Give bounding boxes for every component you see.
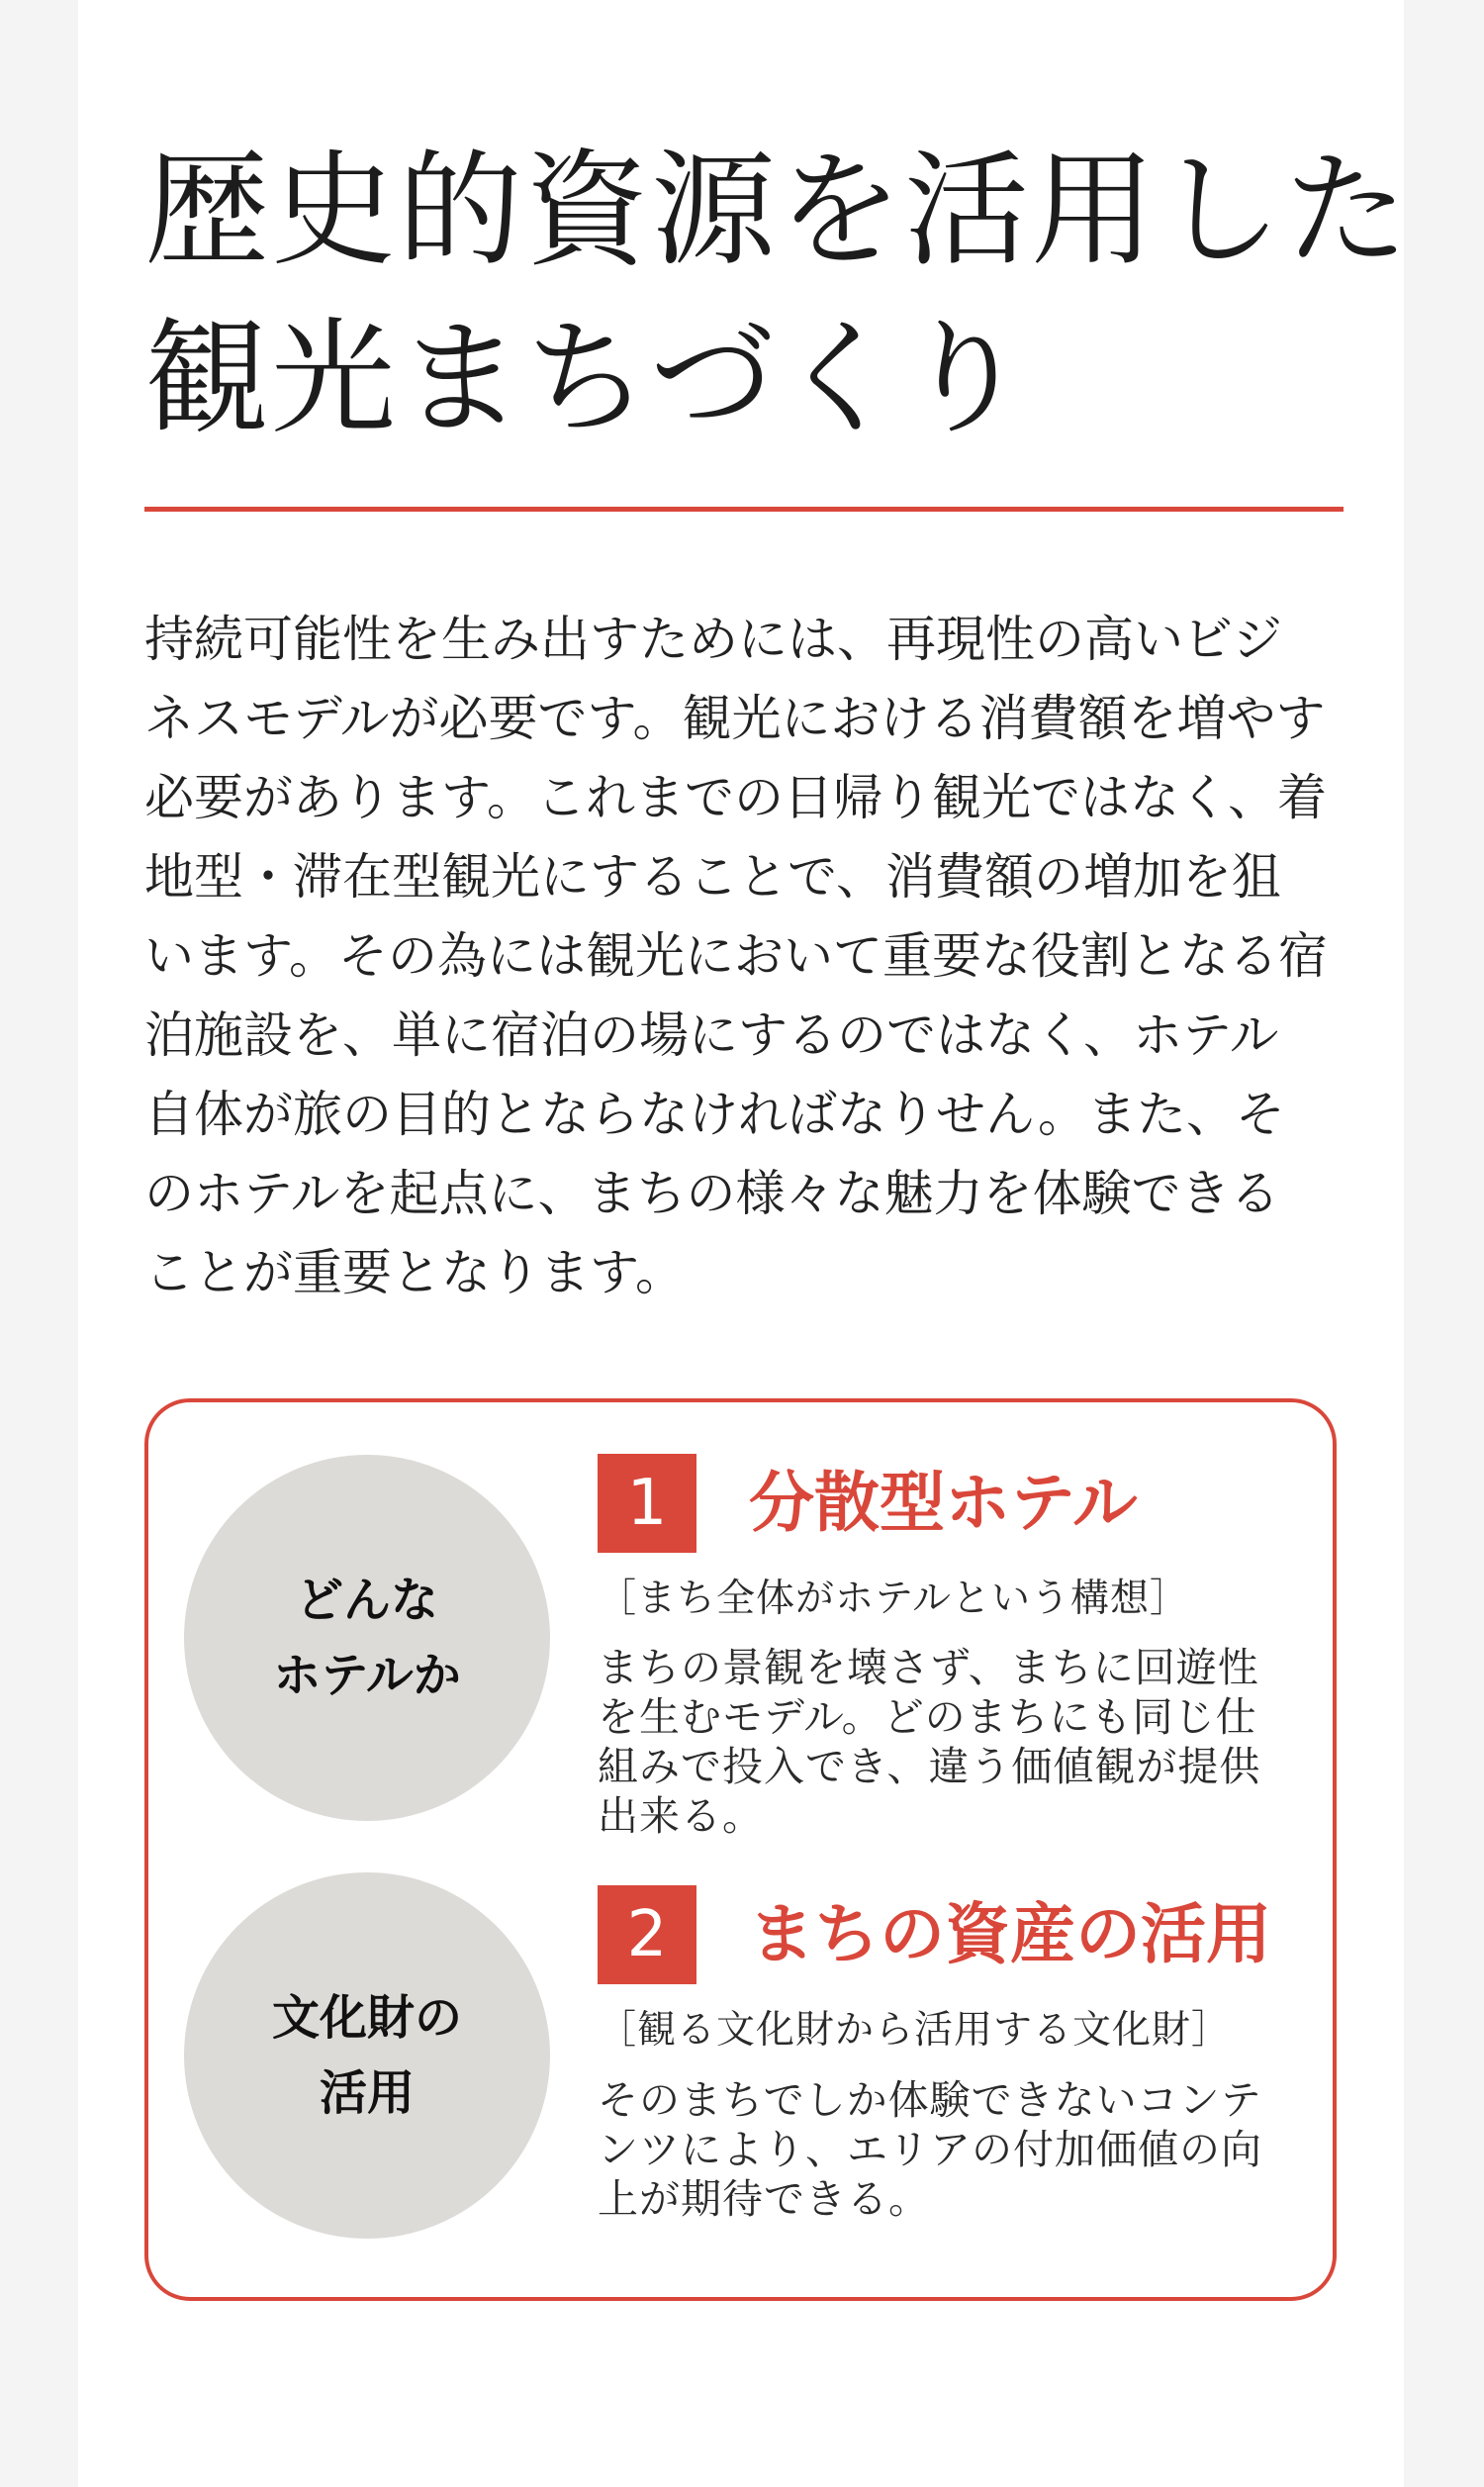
item-description-line: そのまちでしか体験できないコンテ (598, 2076, 1262, 2124)
item-description-line: を生むモデル。どのまちにも同じ仕 (598, 1693, 1257, 1741)
circle-label-line: どんな (295, 1573, 438, 1628)
intro-line: 泊施設を、単に宿泊の場にするのではなく、ホテル (144, 1006, 1279, 1064)
intro-line: ネスモデルが必要です。観光における消費額を増やす (144, 690, 1326, 747)
circle-label-line: ホテルか (273, 1648, 461, 1703)
item-heading: まちの資産の活用 (749, 1896, 1271, 1972)
intro-paragraph (144, 600, 1361, 1312)
intro-line: 持続可能性を生み出すためには、再現性の高いビジ (144, 611, 1282, 668)
page-title (144, 127, 1411, 463)
intro-line: のホテルを起点に、まちの様々な魅力を体験できる (144, 1165, 1280, 1222)
item-subheading: ［観る文化財から活用する文化財］ (598, 2008, 1232, 2053)
item-description (598, 2075, 1310, 2224)
item-description (598, 1643, 1310, 1841)
circle-label-cultural-assets (184, 1872, 550, 2239)
intro-line: 自体が旅の目的とならなければなりせん。また、そ (144, 1086, 1285, 1143)
item-description-line: ンツにより、エリアの付加価値の向 (598, 2126, 1262, 2173)
item-description-line: 出来る。 (598, 1792, 764, 1840)
item-number-badge: 2 (598, 1885, 696, 1984)
intro-line: 必要があります。これまでの日帰り観光ではなく、着 (144, 769, 1327, 826)
title-divider (144, 507, 1344, 512)
item-description-line: まちの景観を壊さず、まちに回遊性 (598, 1644, 1259, 1691)
intro-line: います。その為には観光において重要な役割となる宿 (144, 927, 1328, 985)
intro-line: 地型・滞在型観光にすることで、消費額の増加を狙 (144, 848, 1281, 906)
item-subheading: ［まち全体がホテルという構想］ (598, 1577, 1190, 1621)
circle-label-hotel (184, 1455, 550, 1821)
item-heading: 分散型ホテル (749, 1465, 1138, 1541)
item-description-line: 上が期待できる。 (598, 2175, 930, 2223)
title-line-1: 歴史的資源を活用した (144, 138, 1411, 283)
circle-label-line: 文化財の (271, 1990, 462, 2046)
item-description-line: 組みで投入でき、違う価値観が提供 (598, 1743, 1261, 1790)
circle-label-line: 活用 (319, 2065, 415, 2121)
title-line-2: 観光まちづくり (144, 306, 1030, 451)
intro-line: ことが重要となります。 (144, 1244, 685, 1301)
item-number-badge: 1 (598, 1454, 696, 1553)
